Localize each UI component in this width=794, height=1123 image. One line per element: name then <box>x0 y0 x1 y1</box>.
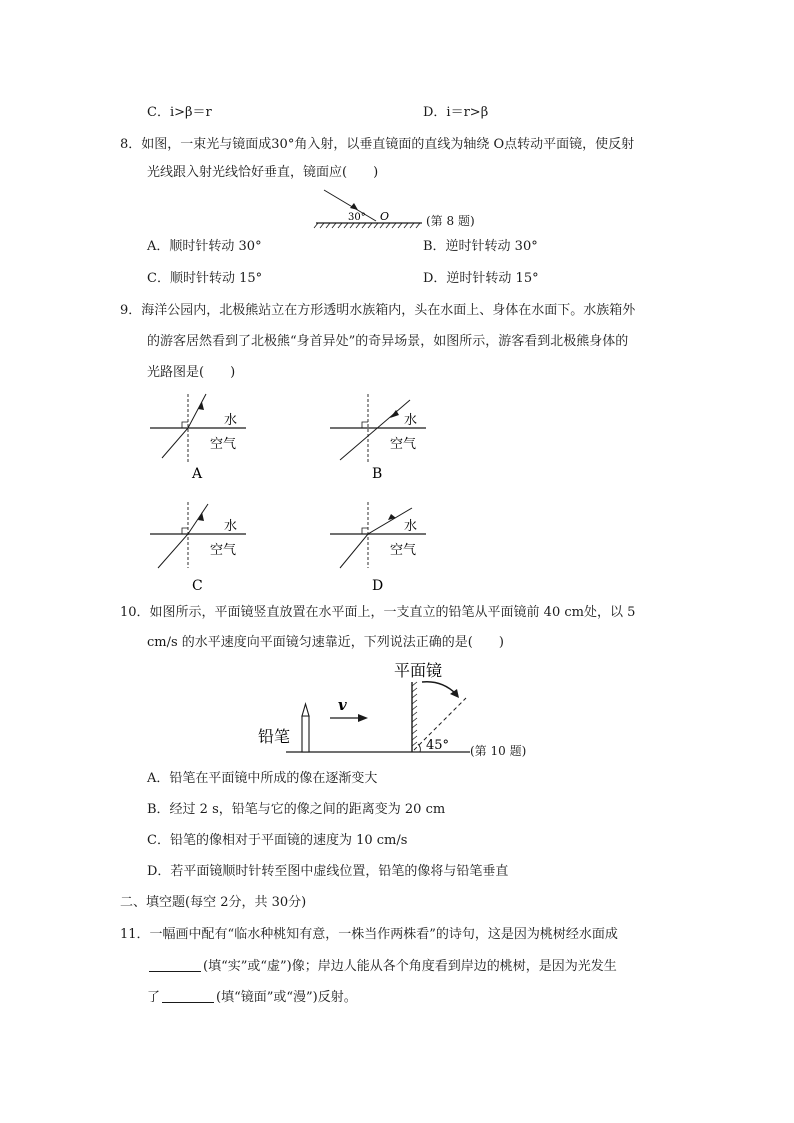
light-ray <box>162 394 206 458</box>
q9-diagram-c <box>146 502 256 594</box>
q8-stem-line2: 光线跟入射光线恰好垂直，镜面应( ) <box>147 165 379 180</box>
diagram-letter: C <box>192 578 203 594</box>
q10-option-c: C．铅笔的像相对于平面镜的速度为 10 cm/s <box>147 833 408 848</box>
q11-line3-prefix: 了 <box>147 990 161 1005</box>
q8-option-d: D．逆时针转动 15° <box>423 271 539 286</box>
q11-stem-line1: 11．一幅画中配有“临水种桃知有意，一株当作两株看”的诗句，这是因为桃树经水面成 <box>120 927 618 942</box>
q8-figure-caption: (第 8 题) <box>426 214 475 228</box>
q11-line3-text: (填“镜面”或“漫”)反射。 <box>216 990 357 1005</box>
q10-figure-caption: (第 10 题) <box>470 744 527 758</box>
q10-stem-line1: 10．如图所示，平面镜竖直放置在水平面上，一支直立的铅笔从平面镜前 40 cm处，以 5 <box>120 605 636 620</box>
q9-diagram-d <box>326 502 436 594</box>
q9-stem-line3: 光路图是( ) <box>147 365 236 380</box>
q10-figure <box>254 656 476 760</box>
rotation-arrow <box>422 682 456 694</box>
q10-stem-line2: cm/s 的水平速度向平面镜匀速靠近，下列说法正确的是( ) <box>147 635 504 650</box>
q8-ray-arrowhead <box>350 203 358 210</box>
diagram-letter: B <box>372 466 383 482</box>
ray-arrowhead <box>388 514 396 520</box>
q10-option-d: D．若平面镜顺时针转至图中虚线位置，铅笔的像将与铅笔垂直 <box>147 864 509 879</box>
q10-option-a: A．铅笔在平面镜中所成的像在逐渐变大 <box>147 771 378 786</box>
q8-option-c: C．顺时针转动 15° <box>147 271 263 286</box>
q8-point-label: O <box>380 210 390 223</box>
pencil-label: 铅笔 <box>258 727 291 746</box>
section2-title: 二、填空题(每空 2分，共 30分) <box>120 895 307 910</box>
q9-diagram-a <box>146 390 256 482</box>
light-ray <box>340 508 412 568</box>
water-label: 水 <box>224 519 238 534</box>
q7-option-d: D．i＝r>β <box>423 105 489 120</box>
air-label: 空气 <box>390 437 417 452</box>
q9-stem-line2: 的游客居然看到了北极熊“身首异处”的奇异场景，如图所示，游客看到北极熊身体的 <box>147 334 629 349</box>
right-angle-mark <box>182 528 188 534</box>
right-angle-mark <box>182 422 188 428</box>
velocity-arrowhead <box>358 714 368 722</box>
q11-answer-blank-1[interactable] <box>149 957 201 972</box>
water-label: 水 <box>404 413 418 428</box>
q11-stem-line3 <box>147 988 357 1007</box>
diagram-letter: A <box>192 466 203 482</box>
q10-option-b: B．经过 2 s，铅笔与它的像之间的距离变为 20 cm <box>147 802 446 817</box>
pencil-body <box>302 716 309 752</box>
q8-option-a: A．顺时针转动 30° <box>147 239 262 254</box>
right-angle-mark <box>362 528 368 534</box>
q8-option-b: B．逆时针转动 30° <box>423 239 538 254</box>
water-label: 水 <box>404 519 418 534</box>
ray-arrowhead <box>198 512 204 521</box>
pencil-tip <box>302 704 309 716</box>
q8-mirror-hatching <box>314 223 420 228</box>
water-label: 水 <box>224 413 238 428</box>
angle-arc <box>418 744 420 752</box>
diagram-letter: D <box>372 578 384 594</box>
air-label: 空气 <box>210 437 237 452</box>
q11-line2-text: (填“实”或“虚”)像；岸边人能从各个角度看到岸边的桃树，是因为光发生 <box>203 959 617 974</box>
q8-angle-label: 30° <box>348 212 366 223</box>
angle-label: 45° <box>426 738 450 753</box>
air-label: 空气 <box>210 543 237 558</box>
velocity-label: v <box>338 696 347 714</box>
mirror-hatching <box>412 682 417 746</box>
light-ray <box>158 504 208 568</box>
q8-stem-line1: 8．如图，一束光与镜面成30°角入射，以垂直镜面的直线为轴绕 O点转动平面镜，使反射 <box>120 137 635 152</box>
q9-diagram-b <box>326 390 436 482</box>
q11-stem-line2 <box>147 957 617 976</box>
air-label: 空气 <box>390 543 417 558</box>
q8-figure <box>310 186 430 230</box>
mirror-label: 平面镜 <box>394 661 443 680</box>
q9-stem-line1: 9．海洋公园内，北极熊站立在方形透明水族箱内，头在水面上、身体在水面下。水族箱外 <box>120 303 636 318</box>
q7-option-c: C．i>β＝r <box>147 105 212 120</box>
right-angle-mark <box>362 422 368 428</box>
q11-answer-blank-2[interactable] <box>162 988 214 1003</box>
